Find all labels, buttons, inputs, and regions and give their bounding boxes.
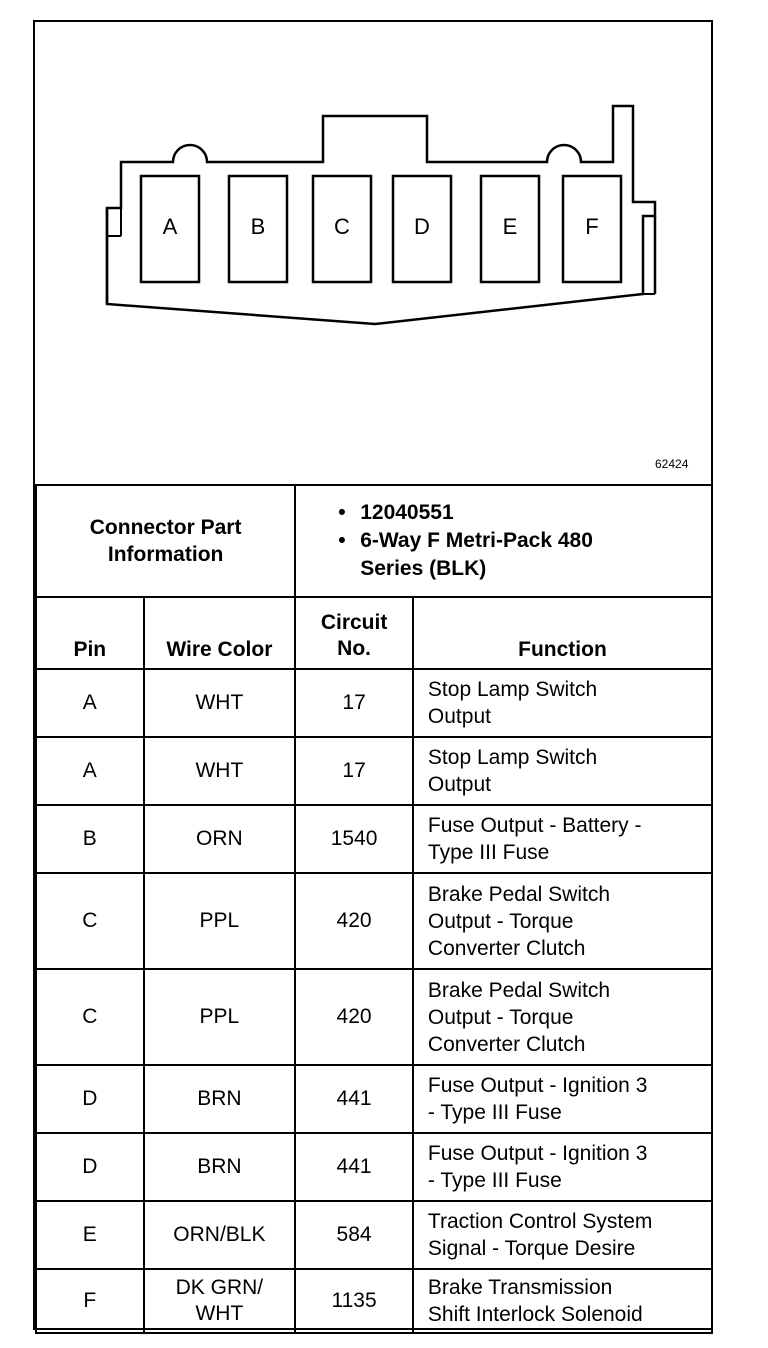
function-line: - Type III Fuse: [427, 1101, 562, 1124]
function-line: - Type III Fuse: [427, 1169, 562, 1192]
pin-label-c: C: [334, 214, 350, 239]
function-line: Converter Clutch: [427, 1032, 586, 1056]
wire-color-cell: [144, 805, 296, 873]
function-line: Fuse Output - Battery -: [427, 814, 642, 837]
wire-color-line: WHT: [195, 1302, 244, 1325]
connector-series: Series (BLK): [360, 557, 487, 580]
wire-color-line: DK GRN/: [175, 1276, 264, 1299]
function-cell: [413, 669, 712, 737]
wire-color-cell: [144, 969, 296, 1065]
header-wire-color: Wire Color: [144, 597, 296, 669]
pin-label-d: D: [414, 214, 430, 239]
function-line: Brake Pedal Switch: [427, 882, 611, 906]
function-line: Converter Clutch: [427, 936, 586, 960]
function-cell: [413, 1133, 712, 1201]
function-line: Brake Pedal Switch: [427, 978, 611, 1002]
connector-info-label: [36, 485, 295, 597]
figure-id: 62424: [655, 457, 689, 471]
wire-color-cell: [144, 737, 296, 805]
pin-cell: C: [36, 969, 144, 1065]
function-cell: [413, 1065, 712, 1133]
pin-cell: B: [36, 805, 144, 873]
function-cell: [413, 1269, 712, 1333]
wire-color-cell: [144, 1269, 296, 1333]
table-header-row: [36, 597, 712, 669]
circuit-cell: 1135: [295, 1269, 413, 1333]
connector-frame: [33, 20, 713, 1330]
wire-color-line: WHT: [195, 691, 244, 714]
table-row: [36, 1201, 712, 1269]
wire-color-line: PPL: [199, 909, 240, 932]
wire-color-cell: [144, 669, 296, 737]
wire-color-cell: [144, 1065, 296, 1133]
connector-outline: [35, 22, 711, 484]
wire-color-line: BRN: [197, 1087, 242, 1110]
pin-cell: C: [36, 873, 144, 969]
circuit-cell: 420: [295, 873, 413, 969]
function-cell: [413, 805, 712, 873]
wire-color-line: WHT: [195, 759, 244, 782]
circuit-cell: 17: [295, 737, 413, 805]
wire-color-cell: [144, 873, 296, 969]
wire-color-line: PPL: [199, 1005, 240, 1028]
function-line: Output - Torque: [427, 1005, 574, 1029]
connector-type: • 6-Way F Metri-Pack 480 Series (BLK): [360, 527, 711, 583]
header-circuit-no: Circuit No.: [295, 597, 413, 669]
pin-label-e: E: [502, 214, 518, 239]
header-pin: Pin: [36, 597, 144, 669]
function-line: Brake Transmission: [427, 1276, 613, 1299]
function-line: Output - Torque: [427, 909, 574, 933]
table-row: [36, 669, 712, 737]
wire-color-line: BRN: [197, 1155, 242, 1178]
function-cell: [413, 969, 712, 1065]
table-row: [36, 1133, 712, 1201]
pin-cell: E: [36, 1201, 144, 1269]
connector-diagram: [35, 22, 711, 484]
connector-table: [35, 484, 713, 1334]
function-line: Fuse Output - Ignition 3: [427, 1142, 648, 1165]
connector-info-list: [295, 485, 712, 597]
function-line: Fuse Output - Ignition 3: [427, 1074, 648, 1097]
connector-part-number: • 12040551: [360, 499, 711, 527]
connector-info-label-line2: Information: [107, 543, 224, 566]
wire-color-cell: [144, 1133, 296, 1201]
wire-color-line: ORN: [196, 827, 243, 850]
function-line: Stop Lamp Switch: [427, 746, 598, 769]
connector-info-label-line1: Connector Part: [89, 516, 242, 539]
circuit-cell: 584: [295, 1201, 413, 1269]
function-line: Traction Control System: [427, 1210, 653, 1233]
wire-color-cell: [144, 1201, 296, 1269]
circuit-cell: 441: [295, 1133, 413, 1201]
header-function: Function: [413, 597, 712, 669]
pin-label-a: A: [162, 214, 178, 239]
pin-label-f: F: [585, 214, 599, 239]
function-line: Output: [427, 773, 491, 796]
table-row: [36, 805, 712, 873]
function-line: Shift Interlock Solenoid: [427, 1303, 643, 1326]
circuit-cell: 17: [295, 669, 413, 737]
table-row: [36, 1269, 712, 1333]
pin-cell: D: [36, 1065, 144, 1133]
pin-cell: A: [36, 669, 144, 737]
table-row: [36, 969, 712, 1065]
pin-cell: F: [36, 1269, 144, 1333]
table-row: [36, 1065, 712, 1133]
table-row: [36, 873, 712, 969]
circuit-cell: 1540: [295, 805, 413, 873]
pin-cell: A: [36, 737, 144, 805]
function-line: Signal - Torque Desire: [427, 1237, 636, 1260]
pin-label-b: B: [250, 214, 266, 239]
function-line: Output: [427, 705, 491, 728]
function-cell: [413, 1201, 712, 1269]
function-line: Type III Fuse: [427, 841, 550, 864]
function-line: Stop Lamp Switch: [427, 678, 598, 701]
function-cell: [413, 873, 712, 969]
function-cell: [413, 737, 712, 805]
table-body: [36, 669, 712, 1333]
table-row: [36, 737, 712, 805]
wire-color-line: ORN/BLK: [173, 1223, 266, 1246]
circuit-cell: 441: [295, 1065, 413, 1133]
circuit-cell: 420: [295, 969, 413, 1065]
connector-info-row: [36, 485, 712, 597]
pin-cell: D: [36, 1133, 144, 1201]
